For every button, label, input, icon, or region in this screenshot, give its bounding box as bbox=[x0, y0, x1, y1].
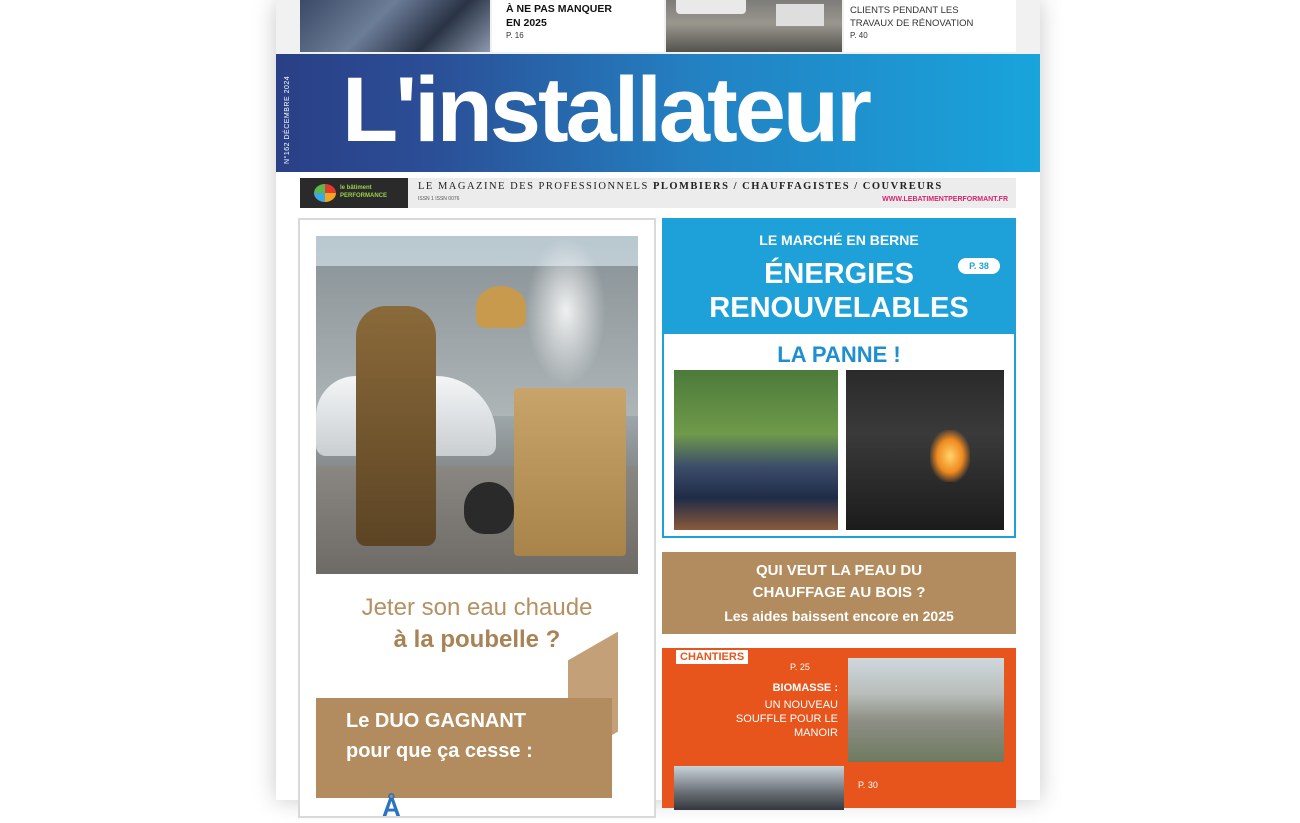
issue-info: N°162 DÉCEMBRE 2024 bbox=[284, 75, 291, 164]
batiment-performance-logo bbox=[300, 178, 408, 208]
feature-caption-line2: à la poubelle ? bbox=[393, 626, 561, 653]
chantiers-story1-page: P. 25 bbox=[790, 662, 810, 672]
tagline-text bbox=[418, 181, 943, 192]
chantiers-story1-title: BIOMASSE : bbox=[772, 682, 838, 694]
building-photo bbox=[674, 766, 844, 810]
teaser-2-title-line1: CLIENTS PENDANT LES bbox=[850, 5, 959, 16]
fire-glow bbox=[930, 430, 970, 482]
magazine-cover[interactable] bbox=[276, 0, 1040, 822]
teaser-photo-vans bbox=[666, 0, 842, 52]
energies-title-line1: ÉNERGIES bbox=[764, 258, 914, 290]
teaser-1-title-line1: À NE PAS MANQUER bbox=[506, 3, 612, 15]
issn: ISSN 1 ISSN 0076 bbox=[418, 196, 460, 202]
bois-line1: QUI VEUT LA PEAU DU bbox=[755, 562, 923, 579]
kettle-icon bbox=[476, 286, 526, 328]
top-teaser-strip bbox=[276, 0, 1040, 54]
tagline-bold: PLOMBIERS / CHAUFFAGISTES / COUVREURS bbox=[652, 181, 943, 192]
bois-line3: Les aides baissent encore en 2025 bbox=[724, 608, 954, 624]
energies-page-badge: P. 38 bbox=[958, 258, 1000, 274]
masthead bbox=[276, 54, 1040, 172]
logo-mark-icon bbox=[314, 184, 336, 202]
logo-text: le bâtiment PERFORMANCE bbox=[340, 185, 388, 199]
van-shape bbox=[676, 0, 746, 14]
teaser-story-1[interactable] bbox=[492, 0, 664, 52]
energies-kicker: LE MARCHÉ EN BERNE bbox=[759, 232, 919, 248]
feature-illustration bbox=[316, 236, 638, 574]
main-feature[interactable] bbox=[298, 218, 656, 822]
partner-logo-icon: Å bbox=[382, 792, 401, 822]
chantiers-story1-text: UN NOUVEAU SOUFFLE POUR LE MANOIR bbox=[735, 699, 838, 739]
steam bbox=[526, 236, 606, 386]
teaser-1-title-line2: EN 2025 bbox=[506, 17, 547, 29]
duo-gagnant-line1: Le DUO GAGNANT bbox=[346, 710, 526, 732]
teaser-2-title-line2: TRAVAUX DE RÉNOVATION bbox=[850, 18, 974, 29]
man-figure bbox=[356, 306, 436, 546]
bois-line2: CHAUFFAGE AU BOIS ? bbox=[752, 584, 926, 601]
energies-renouvelables-story[interactable] bbox=[662, 218, 1016, 538]
energies-subtitle: LA PANNE ! bbox=[777, 342, 901, 367]
energies-title-line2: RENOUVELABLES bbox=[709, 292, 969, 324]
trash-bag bbox=[464, 482, 514, 534]
chantiers-story2-page: P. 30 bbox=[858, 780, 878, 790]
feature-caption-line1: Jeter son eau chaude bbox=[361, 594, 593, 621]
website-link[interactable]: WWW.LEBATIMENTPERFORMANT.FR bbox=[882, 196, 1008, 203]
golden-bin bbox=[514, 388, 626, 556]
trailer-shape bbox=[776, 4, 824, 26]
chantiers-tag: CHANTIERS bbox=[676, 650, 748, 664]
chantiers-section[interactable] bbox=[662, 648, 1016, 808]
teaser-1-page: P. 16 bbox=[506, 31, 524, 40]
tagline-prefix: LE MAGAZINE DES PROFESSIONNELS bbox=[418, 181, 653, 192]
energies-header bbox=[664, 220, 1014, 334]
teaser-photo-event bbox=[300, 0, 490, 52]
chauffage-bois-story[interactable] bbox=[662, 552, 1016, 634]
teaser-story-2[interactable] bbox=[844, 0, 1016, 52]
duo-gagnant-line2: pour que ça cesse : bbox=[346, 740, 533, 762]
wood-stove-photo bbox=[846, 370, 1004, 530]
teaser-2-page: P. 40 bbox=[850, 31, 868, 40]
magazine-title: L'installateur bbox=[342, 59, 869, 161]
manor-photo bbox=[848, 658, 1004, 762]
tagline-bar bbox=[300, 178, 1016, 208]
solar-roof-photo bbox=[674, 370, 838, 530]
